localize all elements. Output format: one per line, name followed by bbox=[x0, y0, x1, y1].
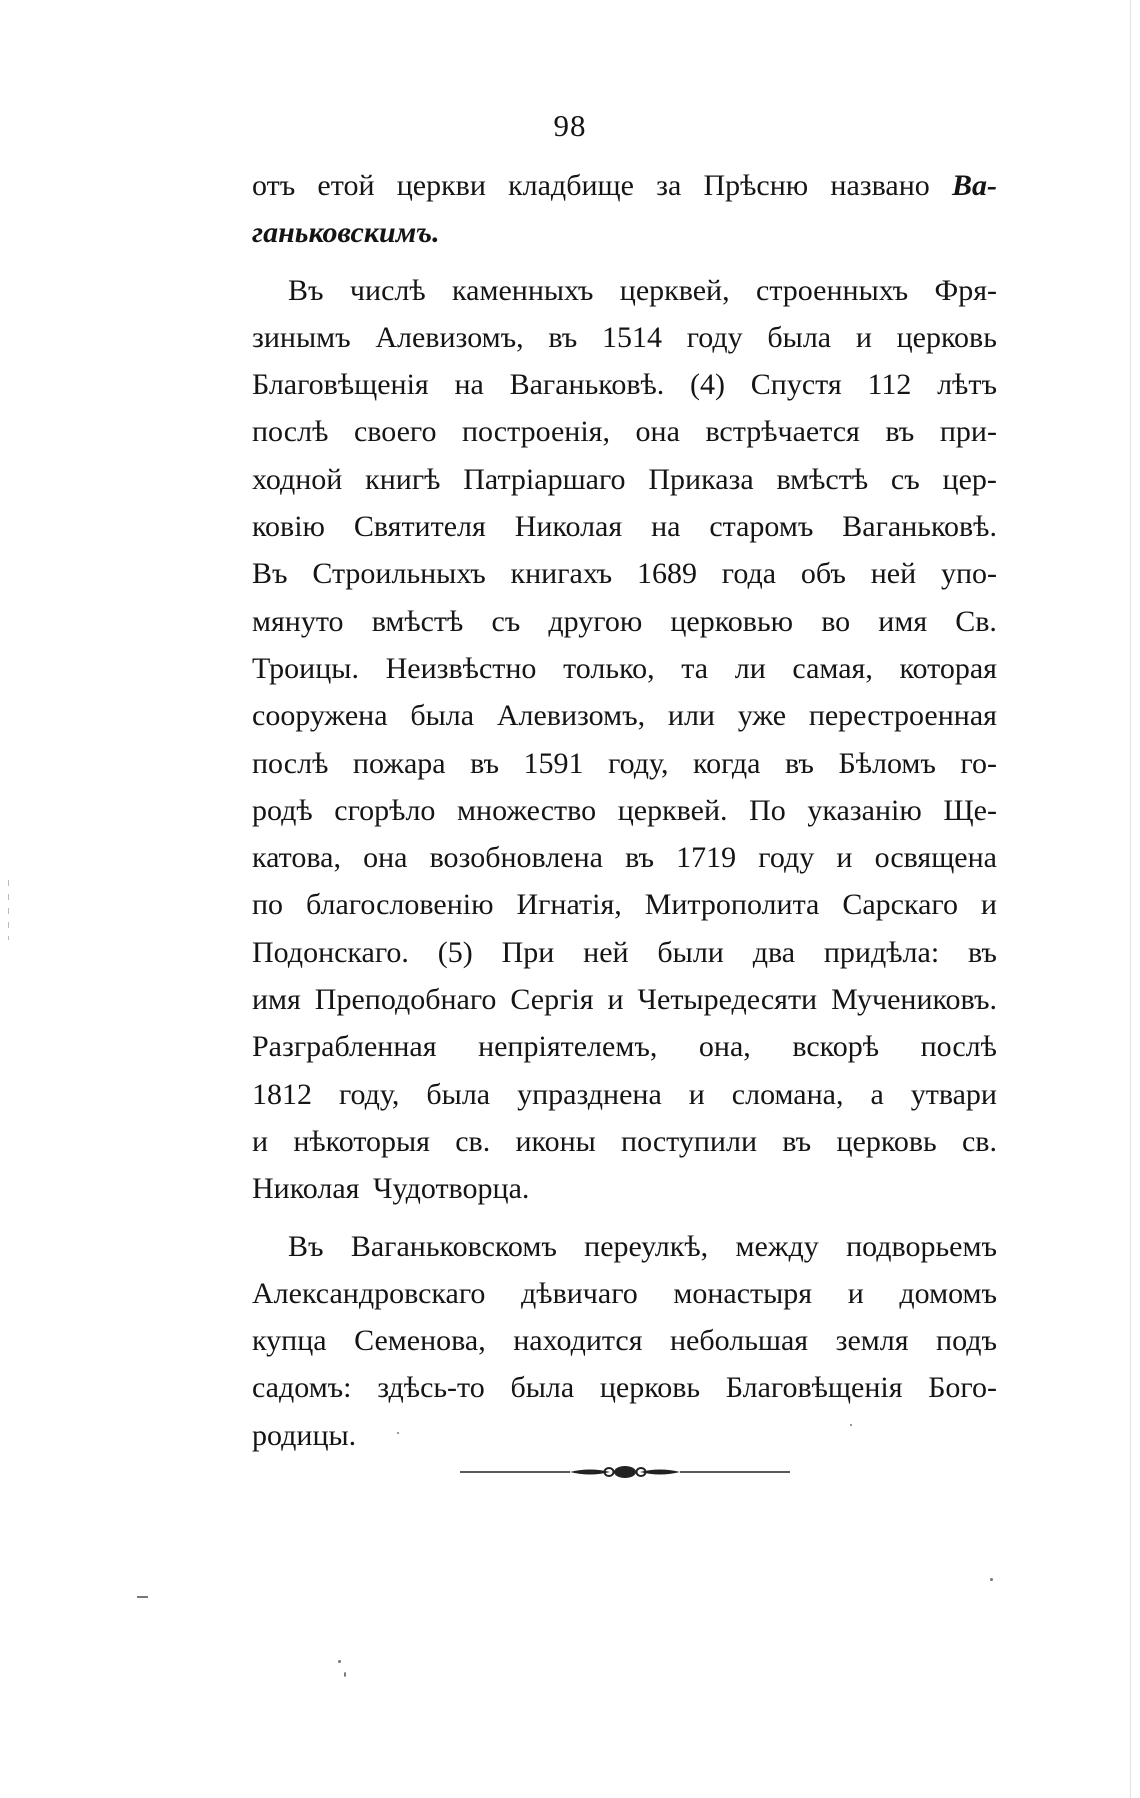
word: Спустя bbox=[750, 368, 842, 402]
word: зинымъ bbox=[252, 320, 351, 354]
word: монастыря bbox=[673, 1276, 813, 1310]
word: катова, bbox=[252, 841, 341, 875]
word: возобновлена bbox=[429, 841, 603, 875]
word: множество bbox=[457, 793, 597, 827]
word: дѣвичаго bbox=[521, 1276, 638, 1310]
text-line bbox=[252, 1270, 997, 1317]
page-number: 98 bbox=[553, 108, 587, 143]
text-line bbox=[252, 162, 997, 209]
word: церковь bbox=[896, 320, 997, 354]
word: Благовѣщенія bbox=[252, 368, 429, 402]
word: ходной bbox=[252, 462, 343, 496]
word: книгахъ bbox=[510, 557, 613, 591]
text-line bbox=[252, 361, 997, 408]
word: послѣ bbox=[252, 415, 329, 449]
word: строенныхъ bbox=[756, 273, 909, 307]
word: Ще- bbox=[943, 793, 997, 827]
word: съ bbox=[890, 462, 920, 496]
word: небольшая bbox=[670, 1324, 809, 1358]
word: го- bbox=[960, 746, 997, 780]
word: Прѣсню bbox=[703, 169, 809, 202]
text-line bbox=[252, 1317, 997, 1364]
word: родицы. bbox=[252, 1418, 357, 1452]
word: 1514 bbox=[602, 320, 662, 354]
word: она, bbox=[698, 1030, 751, 1064]
word: Ваганьковскомъ bbox=[350, 1229, 557, 1263]
word: 1591 bbox=[523, 746, 584, 780]
word: церквей, bbox=[619, 273, 730, 307]
word: перестроенная bbox=[808, 699, 997, 733]
word: Св. bbox=[955, 604, 997, 638]
word: въ bbox=[548, 320, 578, 354]
word: году, bbox=[338, 1077, 400, 1111]
word: и bbox=[836, 841, 853, 875]
word: Троицы. bbox=[252, 651, 359, 685]
word: 1812 bbox=[252, 1077, 312, 1111]
word: 1719 bbox=[676, 841, 737, 875]
word: когда bbox=[693, 746, 761, 780]
text-line bbox=[252, 787, 997, 834]
word: Неизвѣстно bbox=[385, 651, 537, 685]
word: кладбище bbox=[508, 169, 634, 202]
paper-speck bbox=[397, 1432, 399, 1434]
word: садомъ: bbox=[252, 1371, 352, 1405]
word: сгорѣло bbox=[334, 793, 436, 827]
paragraph-gap bbox=[252, 257, 997, 267]
word: Ваганьковѣ. bbox=[509, 368, 665, 402]
word: 112 bbox=[867, 368, 912, 402]
word: старомъ bbox=[709, 510, 814, 544]
word: благословенію bbox=[306, 888, 494, 922]
text-line bbox=[252, 1364, 997, 1411]
word: св. bbox=[961, 1124, 997, 1158]
word: имя bbox=[878, 604, 928, 638]
word: подворьемъ bbox=[846, 1229, 997, 1263]
word: Бого- bbox=[928, 1371, 997, 1405]
text-line bbox=[252, 456, 997, 503]
word: и bbox=[980, 888, 997, 922]
word: году, bbox=[608, 746, 669, 780]
word: земля bbox=[835, 1324, 909, 1358]
text-line bbox=[252, 1223, 997, 1270]
word: Въ bbox=[288, 1229, 324, 1263]
text-line bbox=[252, 267, 997, 314]
word: на bbox=[651, 510, 681, 544]
word: уже bbox=[737, 699, 787, 733]
word: находится bbox=[513, 1324, 643, 1358]
word: встрѣчается bbox=[705, 415, 860, 449]
paper-speck bbox=[344, 1672, 346, 1677]
word: церкви bbox=[396, 169, 486, 202]
word: другою bbox=[548, 604, 643, 638]
paragraph bbox=[252, 1223, 997, 1459]
word: года bbox=[721, 557, 777, 591]
word: указанію bbox=[807, 793, 922, 827]
text-line bbox=[252, 550, 997, 597]
word: Святителя bbox=[353, 510, 486, 544]
word: были bbox=[657, 935, 724, 969]
word: только, bbox=[563, 651, 655, 685]
word: названо bbox=[830, 169, 930, 202]
word: въ bbox=[968, 935, 997, 969]
word: упразднена bbox=[517, 1077, 662, 1111]
text-line bbox=[252, 834, 997, 881]
text-line bbox=[252, 740, 997, 787]
word: лѣтъ bbox=[937, 368, 997, 402]
word: (5) bbox=[437, 935, 473, 969]
word: послѣ bbox=[920, 1030, 997, 1064]
word: ковію bbox=[252, 510, 325, 544]
word: Игнатія, bbox=[516, 888, 622, 922]
paragraph bbox=[252, 267, 997, 1213]
word: за bbox=[656, 169, 682, 202]
word: Подонскаго. bbox=[252, 935, 409, 969]
word: каменныхъ bbox=[452, 273, 594, 307]
text-line bbox=[252, 1071, 997, 1118]
text-line bbox=[252, 1023, 997, 1070]
word: она bbox=[635, 415, 680, 449]
word: книгѣ bbox=[365, 462, 441, 496]
word: между bbox=[735, 1229, 819, 1263]
word: или bbox=[667, 699, 715, 733]
word: была bbox=[510, 1371, 575, 1405]
word: вмѣстѣ bbox=[371, 604, 464, 638]
scan-edge-marks bbox=[8, 880, 9, 940]
word: Семенова, bbox=[354, 1324, 486, 1358]
word: году bbox=[686, 320, 743, 354]
word: Николая bbox=[514, 510, 623, 544]
text-line bbox=[252, 1412, 997, 1459]
word: Строильныхъ bbox=[312, 557, 486, 591]
word: пожара bbox=[352, 746, 446, 780]
text-line bbox=[252, 976, 997, 1023]
word: Алевизомъ, bbox=[496, 699, 646, 733]
word: ней bbox=[583, 935, 629, 969]
word: вмѣстѣ bbox=[776, 462, 869, 496]
ornamental-divider bbox=[460, 1464, 790, 1480]
word: церковь bbox=[836, 1124, 937, 1158]
word: При bbox=[501, 935, 555, 969]
word: Ваганьковѣ. bbox=[842, 510, 997, 544]
paper-speck bbox=[137, 1596, 148, 1598]
word: етой bbox=[317, 169, 375, 202]
word: по bbox=[252, 888, 284, 922]
word: два bbox=[752, 935, 796, 969]
word: въ bbox=[470, 746, 500, 780]
word: 1689 bbox=[637, 557, 697, 591]
word: домомъ bbox=[899, 1276, 997, 1310]
word: Въ bbox=[252, 557, 288, 591]
word: (4) bbox=[690, 368, 726, 402]
word: въ bbox=[782, 1124, 812, 1158]
word: здѣсь-то bbox=[377, 1371, 485, 1405]
word: году bbox=[758, 841, 815, 875]
word: была bbox=[767, 320, 832, 354]
word: Чудотворца. bbox=[372, 1172, 530, 1206]
word: Александровскаго bbox=[252, 1276, 486, 1310]
word: непріятелемъ, bbox=[478, 1030, 658, 1064]
word: нѣкоторыя bbox=[293, 1124, 430, 1158]
text-line bbox=[252, 645, 997, 692]
word: Сарскаго bbox=[842, 888, 958, 922]
word: самая, bbox=[792, 651, 873, 685]
word: Николая bbox=[252, 1172, 360, 1206]
paper-speck bbox=[338, 1660, 341, 1663]
text-line bbox=[252, 692, 997, 739]
word: была bbox=[426, 1077, 491, 1111]
word: послѣ bbox=[252, 746, 329, 780]
word: родѣ bbox=[252, 793, 313, 827]
word: Приказа bbox=[648, 462, 754, 496]
word: поступили bbox=[621, 1124, 758, 1158]
paper-speck bbox=[850, 1424, 852, 1426]
text-line bbox=[252, 929, 997, 976]
word: Мучениковъ. bbox=[831, 983, 997, 1017]
word: была bbox=[410, 699, 475, 733]
word: Четыредесяти bbox=[637, 983, 818, 1017]
text-line bbox=[252, 314, 997, 361]
word: упо- bbox=[940, 557, 997, 591]
word: имя bbox=[252, 983, 301, 1017]
word: церковью bbox=[670, 604, 794, 638]
scan-edge-line bbox=[1130, 0, 1131, 1798]
word: Разграбленная bbox=[252, 1030, 437, 1064]
word: Ва- bbox=[951, 169, 997, 202]
word: купца bbox=[252, 1324, 327, 1358]
word: освящена bbox=[874, 841, 997, 875]
text-line bbox=[252, 1165, 997, 1212]
word: св. bbox=[455, 1124, 491, 1158]
word: въ bbox=[785, 746, 814, 780]
word: она bbox=[363, 841, 408, 875]
word: и bbox=[688, 1077, 705, 1111]
word: Патріаршаго bbox=[463, 462, 626, 496]
word: ганьковскимъ. bbox=[252, 216, 440, 250]
word: отъ bbox=[252, 169, 296, 202]
word: Въ bbox=[288, 273, 324, 307]
word: объ bbox=[800, 557, 846, 591]
word: переулкѣ, bbox=[584, 1229, 709, 1263]
word: числѣ bbox=[349, 273, 426, 307]
text-line bbox=[252, 881, 997, 928]
word: та bbox=[681, 651, 709, 685]
word: Митрополита bbox=[644, 888, 820, 922]
word: при- bbox=[939, 415, 997, 449]
word: придѣла: bbox=[823, 935, 940, 969]
word: По bbox=[749, 793, 786, 827]
word: и bbox=[847, 1276, 864, 1310]
word: цер- bbox=[942, 462, 997, 496]
word: Бѣломъ bbox=[838, 746, 936, 780]
word: построенія, bbox=[462, 415, 610, 449]
word: Благовѣщенія bbox=[725, 1371, 903, 1405]
word: подъ bbox=[936, 1324, 997, 1358]
text-line bbox=[252, 209, 997, 256]
text-line bbox=[252, 503, 997, 550]
word: и bbox=[252, 1124, 269, 1158]
text-line bbox=[252, 1118, 997, 1165]
word: церквей. bbox=[617, 793, 728, 827]
word: во bbox=[821, 604, 851, 638]
word: и bbox=[607, 983, 624, 1017]
word: своего bbox=[353, 415, 437, 449]
word: сооружена bbox=[252, 699, 388, 733]
word: и bbox=[855, 320, 872, 354]
word: Преподобнаго bbox=[314, 983, 497, 1017]
word: ли bbox=[734, 651, 766, 685]
word: на bbox=[454, 368, 484, 402]
word: мянуто bbox=[252, 604, 344, 638]
word: вскорѣ bbox=[792, 1030, 879, 1064]
paragraph bbox=[252, 162, 997, 257]
word: церковь bbox=[599, 1371, 701, 1405]
body-text bbox=[252, 162, 997, 1459]
word: Алевизомъ, bbox=[375, 320, 524, 354]
word: въ bbox=[625, 841, 655, 875]
word: ней bbox=[870, 557, 917, 591]
word: сломана, bbox=[731, 1077, 844, 1111]
word: Фря- bbox=[934, 273, 997, 307]
word: Сергія bbox=[510, 983, 594, 1017]
word: въ bbox=[885, 415, 915, 449]
word: а bbox=[870, 1077, 884, 1111]
word: иконы bbox=[515, 1124, 596, 1158]
paper-speck bbox=[990, 1578, 993, 1581]
paragraph-gap bbox=[252, 1213, 997, 1223]
text-line bbox=[252, 408, 997, 455]
word: съ bbox=[491, 604, 521, 638]
word: которая bbox=[899, 651, 997, 685]
text-line bbox=[252, 598, 997, 645]
word: утвари bbox=[910, 1077, 997, 1111]
